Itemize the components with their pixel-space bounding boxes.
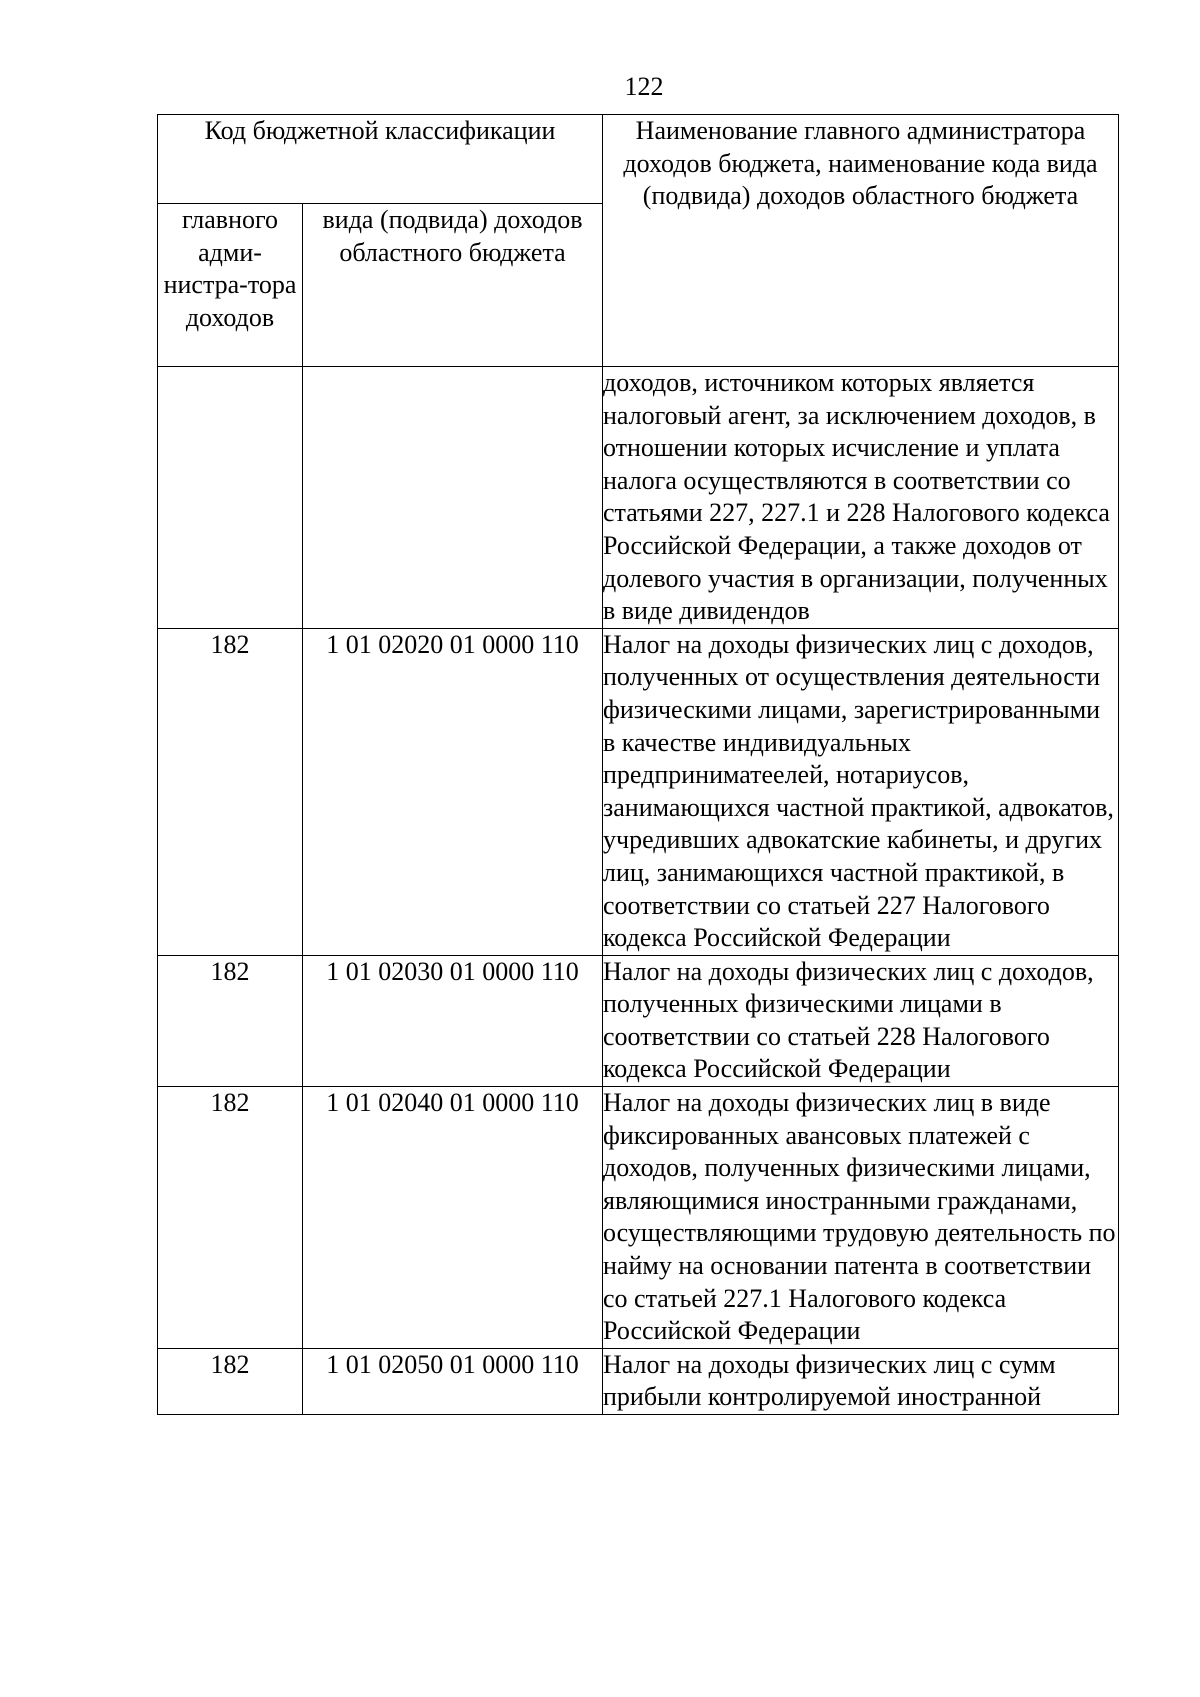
code-cell: 1 01 02020 01 0000 110: [303, 628, 603, 955]
page-number: 122: [624, 72, 664, 101]
code-cell: 1 01 02040 01 0000 110: [303, 1087, 603, 1349]
code-cell: [303, 367, 603, 629]
table-row: [158, 1348, 1119, 1414]
code-cell: 1 01 02030 01 0000 110: [303, 955, 603, 1086]
description-cell: Налог на доходы физических лиц с доходов, полученных физическими лицами в соответствии со статьей 228 Налогового кодекса Российской Федерации: [603, 955, 1119, 1086]
admin-cell: 182: [158, 628, 303, 955]
header-admin-column: главного адми-нистра-тора доходов: [158, 204, 303, 367]
code-cell: 1 01 02050 01 0000 110: [303, 1348, 603, 1414]
description-cell: Налог на доходы физических лиц в виде фиксированных авансовых платежей с доходов, полученных физическими лицами, являющимися иностранными гражданами, осуществляющими трудовую деятельность по найму на основании патента в соответствии со статьей 227.1 Налогового кодекса Российской Федерации: [603, 1087, 1119, 1349]
admin-cell: [158, 367, 303, 629]
admin-cell: 182: [158, 1348, 303, 1414]
table-row: [158, 1087, 1119, 1349]
table-row: [158, 367, 1119, 629]
table-row: [158, 955, 1119, 1086]
table-row: [158, 628, 1119, 955]
table-header-row: [158, 115, 1119, 204]
description-cell: доходов, источником которых является налоговый агент, за исключением доходов, в отношении которых исчисление и уплата налога осуществляются в соответствии со статьями 227, 227.1 и 228 Налогового кодекса Российской Федерации, а также доходов от долевого участия в организации, полученных в виде дивидендов: [603, 367, 1119, 629]
admin-cell: 182: [158, 1087, 303, 1349]
header-budget-code-group: Код бюджетной классификации: [158, 115, 603, 204]
description-cell: Налог на доходы физических лиц с сумм прибыли контролируемой иностранной: [603, 1348, 1119, 1414]
description-cell: Налог на доходы физических лиц с доходов, полученных от осуществления деятельности физическими лицами, зарегистрированными в качестве индивидуальных предприниматеелей, нотариусов, занимающихся частной практикой, адвокатов, учредивших адвокатские кабинеты, и других лиц, занимающихся частной практикой, в соответствии со статьей 227 Налогового кодекса Российской Федерации: [603, 628, 1119, 955]
header-name-column: Наименование главного администратора доходов бюджета, наименование кода вида (подвида) доходов областного бюджета: [603, 115, 1119, 367]
budget-classification-table: [157, 114, 1119, 1415]
header-code-column: вида (подвида) доходов областного бюджета: [303, 204, 603, 367]
admin-cell: 182: [158, 955, 303, 1086]
